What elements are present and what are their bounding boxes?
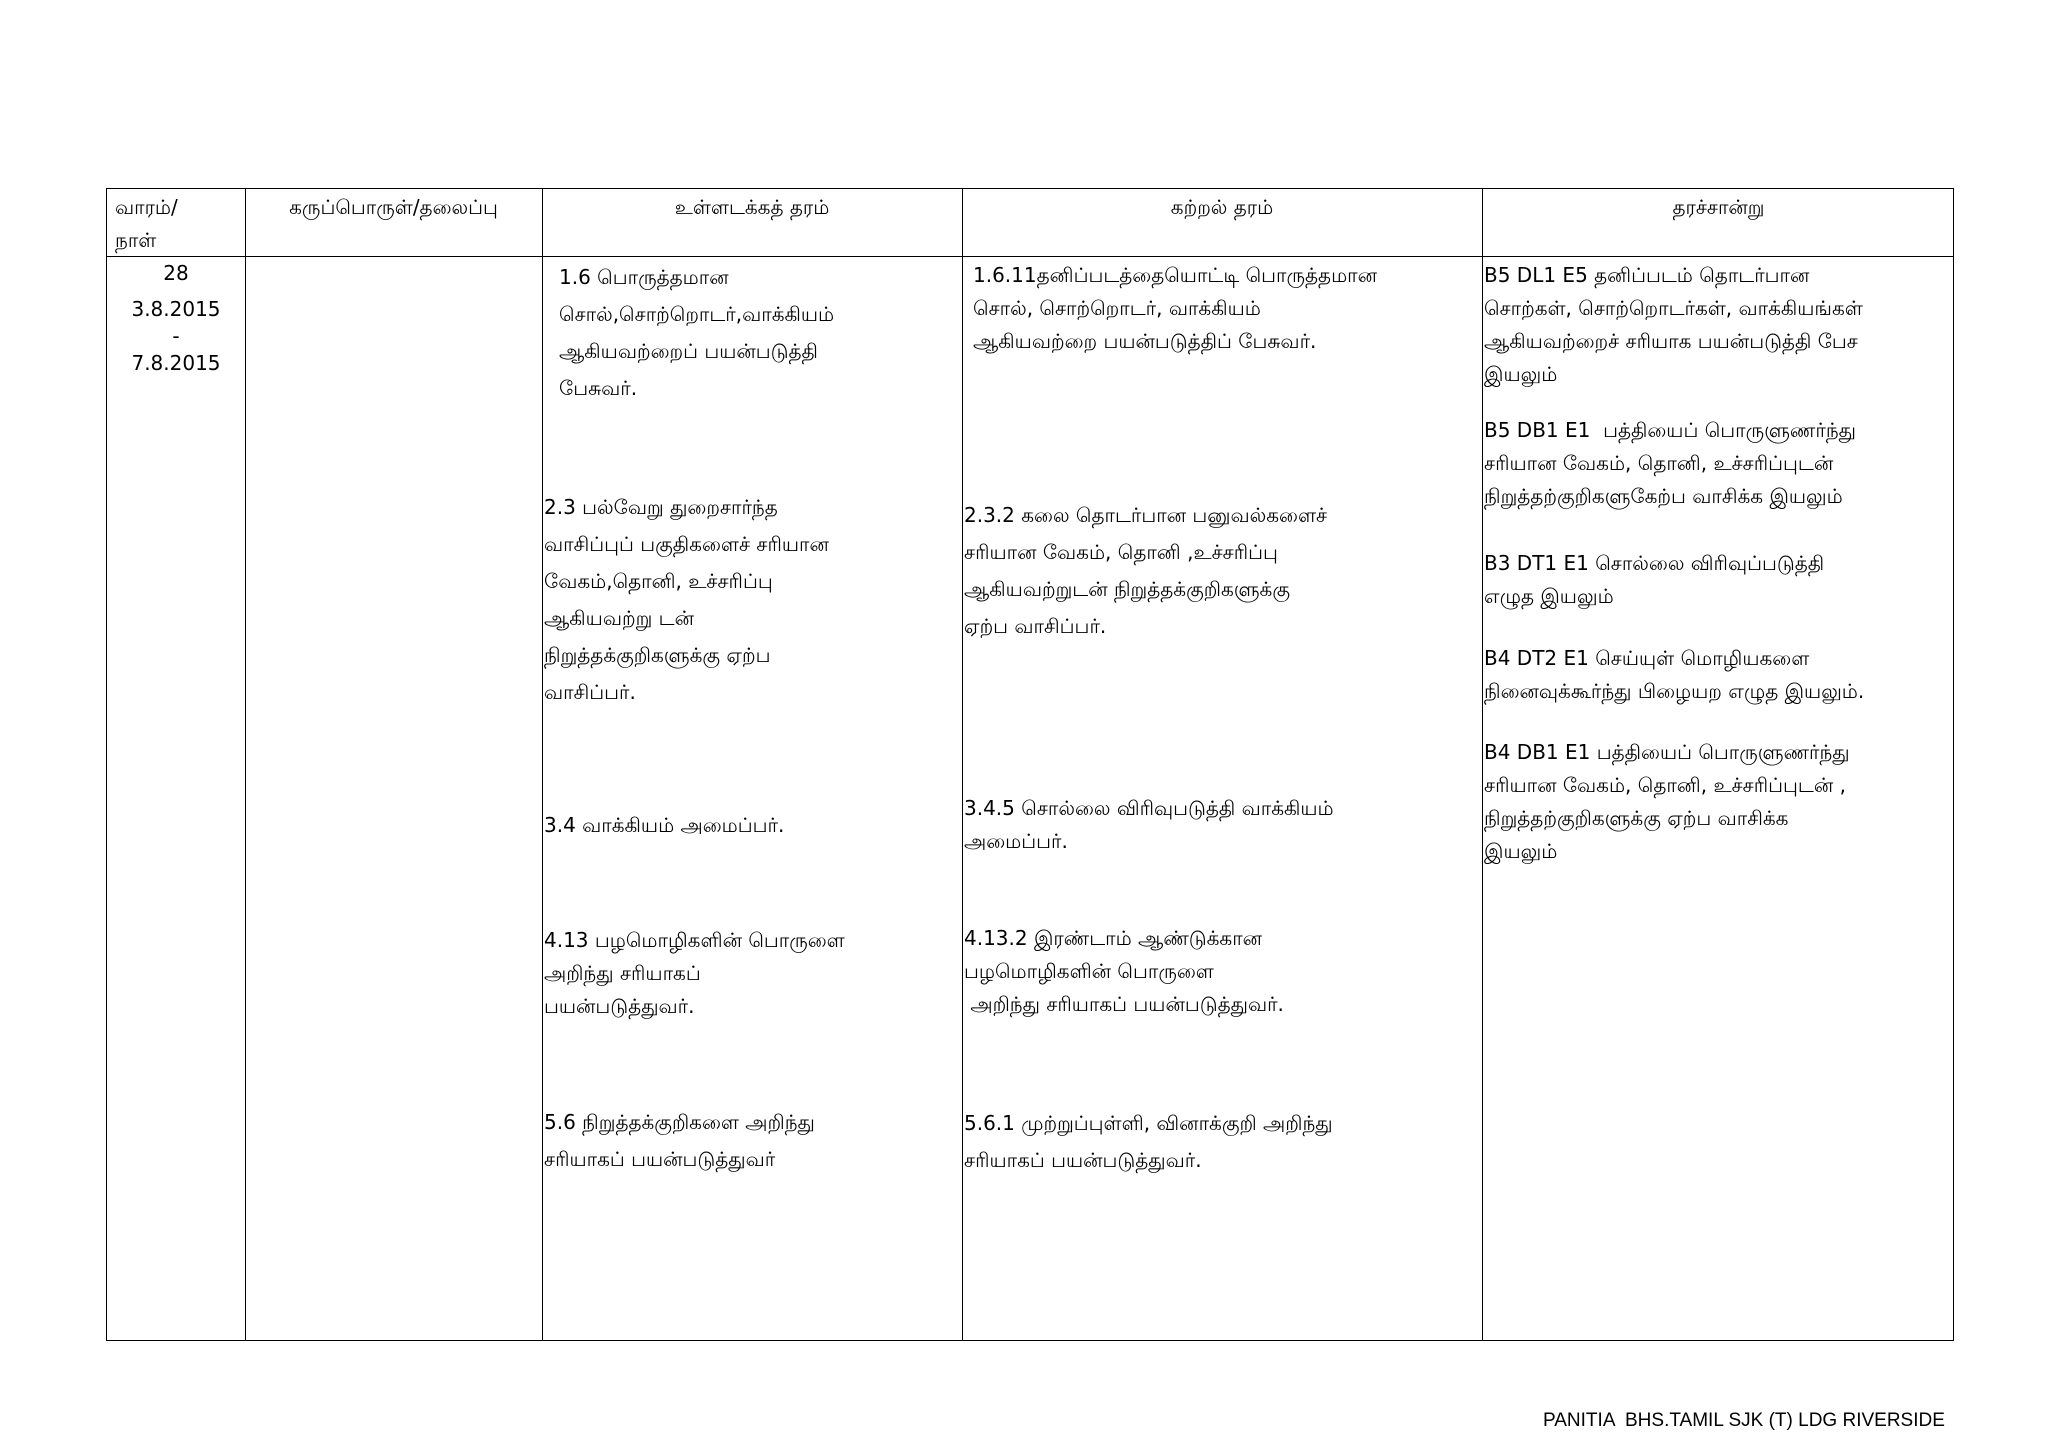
content-standard-line: வேகம்,தொனி, உச்சரிப்பு <box>544 569 773 593</box>
evidence-line: சரியான வேகம், தொனி, உச்சரிப்புடன் , <box>1484 773 1846 797</box>
header-learning-standard: கற்றல் தரம் <box>1170 195 1274 219</box>
header-evidence: தரச்சான்று <box>1672 195 1765 219</box>
learning-standard-line: சரியாகப் பயன்படுத்துவர். <box>964 1148 1202 1172</box>
evidence-4 <box>1484 642 1864 708</box>
date-start: 3.8.2015 <box>131 297 221 321</box>
content-standard-line: வாசிப்பர். <box>544 680 636 704</box>
content-standard-line: 1.6 பொருத்தமான <box>559 265 729 289</box>
learning-standard-5 <box>964 1105 1333 1179</box>
learning-standard-3 <box>964 792 1334 858</box>
content-standard-line: அறிந்து சரியாகப் <box>544 961 701 985</box>
content-standard-line: சொல்,சொற்றொடர்,வாக்கியம் <box>559 302 835 326</box>
evidence-line: B4 DT2 E1 செய்யுள் மொழியகளை <box>1484 646 1810 670</box>
content-standard-5 <box>544 1104 815 1178</box>
evidence-1 <box>1484 259 1863 391</box>
header-divider <box>107 256 1953 257</box>
date-separator: - <box>172 324 180 348</box>
content-standard-line: நிறுத்தக்குறிகளுக்கு ஏற்ப <box>544 643 771 667</box>
evidence-5 <box>1484 736 1850 868</box>
content-standard-3 <box>544 809 784 842</box>
content-standard-line: 3.4 வாக்கியம் அமைப்பர். <box>544 813 785 837</box>
content-standard-2 <box>544 489 829 711</box>
content-standard-line: 2.3 பல்வேறு துறைசார்ந்த <box>544 495 778 519</box>
content-standard-line: ஆகியவற்று டன் <box>544 606 694 630</box>
evidence-line: நிறுத்தற்குறிகளுக்கு ஏற்ப வாசிக்க <box>1484 806 1789 830</box>
evidence-3 <box>1484 547 1824 613</box>
evidence-line: B5 DL1 E5 தனிப்படம் தொடர்பான <box>1484 263 1810 287</box>
content-standard-line: பேசுவர். <box>559 376 638 400</box>
learning-standard-line: பழமொழிகளின் பொருளை <box>964 959 1214 983</box>
week-date-cell <box>107 257 245 379</box>
learning-standard-line: ஆகியவற்றுடன் நிறுத்தக்குறிகளுக்கு <box>964 577 1291 601</box>
lesson-plan-table <box>106 188 1954 1341</box>
header-week-label: வாரம்/ <box>115 195 178 219</box>
page-footer: PANITIA BHS.TAMIL SJK (T) LDG RIVERSIDE <box>1543 1410 1945 1431</box>
learning-standard-line: 2.3.2 கலை தொடர்பான பனுவல்களைச் <box>964 503 1328 527</box>
learning-standard-line: 1.6.11தனிப்படத்தையொட்டி பொருத்தமான <box>973 263 1378 287</box>
learning-standard-line: அமைப்பர். <box>964 829 1068 853</box>
evidence-line: ஆகியவற்றைச் சரியாக பயன்படுத்தி பேச <box>1484 329 1858 353</box>
content-standard-line: 5.6 நிறுத்தக்குறிகளை அறிந்து <box>544 1110 815 1134</box>
evidence-2 <box>1484 414 1856 513</box>
week-number: 28 <box>163 261 189 285</box>
content-standard-1 <box>559 259 834 407</box>
evidence-line: B5 DB1 E1 பத்தியைப் பொருளுணர்ந்து <box>1484 418 1857 442</box>
evidence-line: நிறுத்தற்குறிகளுகேற்ப வாசிக்க இயலும் <box>1484 484 1843 508</box>
content-standard-line: சரியாகப் பயன்படுத்துவர் <box>544 1147 776 1171</box>
learning-standard-4 <box>964 922 1284 1021</box>
content-standard-4 <box>544 924 845 1023</box>
column-divider <box>245 189 246 1340</box>
learning-standard-line: 4.13.2 இரண்டாம் ஆண்டுக்கான <box>964 926 1263 950</box>
evidence-line: சரியான வேகம், தொனி, உச்சரிப்புடன் <box>1484 451 1834 475</box>
evidence-line: சொற்கள், சொற்றொடர்கள், வாக்கியங்கள் <box>1484 296 1863 320</box>
header-content-standard: உள்ளடக்கத் தரம் <box>674 195 830 219</box>
content-standard-line: வாசிப்புப் பகுதிகளைச் சரியான <box>544 532 829 556</box>
learning-standard-line: ஆகியவற்றை பயன்படுத்திப் பேசுவர். <box>973 329 1317 353</box>
learning-standard-line: ஏற்ப வாசிப்பர். <box>964 614 1107 638</box>
evidence-line: எழுத இயலும் <box>1484 584 1614 608</box>
learning-standard-line: 5.6.1 முற்றுப்புள்ளி, வினாக்குறி அறிந்து <box>964 1111 1333 1135</box>
learning-standard-2 <box>964 497 1327 645</box>
evidence-line: B3 DT1 E1 சொல்லை விரிவுப்படுத்தி <box>1484 551 1825 575</box>
date-end: 7.8.2015 <box>131 351 221 375</box>
learning-standard-line: அறிந்து சரியாகப் பயன்படுத்துவர். <box>964 992 1284 1016</box>
evidence-line: இயலும் <box>1484 362 1558 386</box>
column-divider <box>962 189 963 1340</box>
content-standard-line: 4.13 பழமொழிகளின் பொருளை <box>544 928 845 952</box>
column-divider <box>1482 189 1483 1340</box>
evidence-line: நினைவுக்கூர்ந்து பிழையற எழுத இயலும். <box>1484 679 1865 703</box>
evidence-line: இயலும் <box>1484 839 1558 863</box>
content-standard-line: பயன்படுத்துவர். <box>544 994 695 1018</box>
learning-standard-line: சொல், சொற்றொடர், வாக்கியம் <box>973 296 1261 320</box>
evidence-line: B4 DB1 E1 பத்தியைப் பொருளுணர்ந்து <box>1484 740 1850 764</box>
header-topic: கருப்பொருள்/தலைப்பு <box>289 195 498 219</box>
header-day-label: நாள் <box>115 228 157 252</box>
column-divider <box>542 189 543 1340</box>
learning-standard-line: 3.4.5 சொல்லை விரிவுபடுத்தி வாக்கியம் <box>964 796 1334 820</box>
header-week-day <box>115 191 178 257</box>
learning-standard-1 <box>973 259 1377 358</box>
learning-standard-line: சரியான வேகம், தொனி ,உச்சரிப்பு <box>964 540 1278 564</box>
content-standard-line: ஆகியவற்றைப் பயன்படுத்தி <box>559 339 818 363</box>
